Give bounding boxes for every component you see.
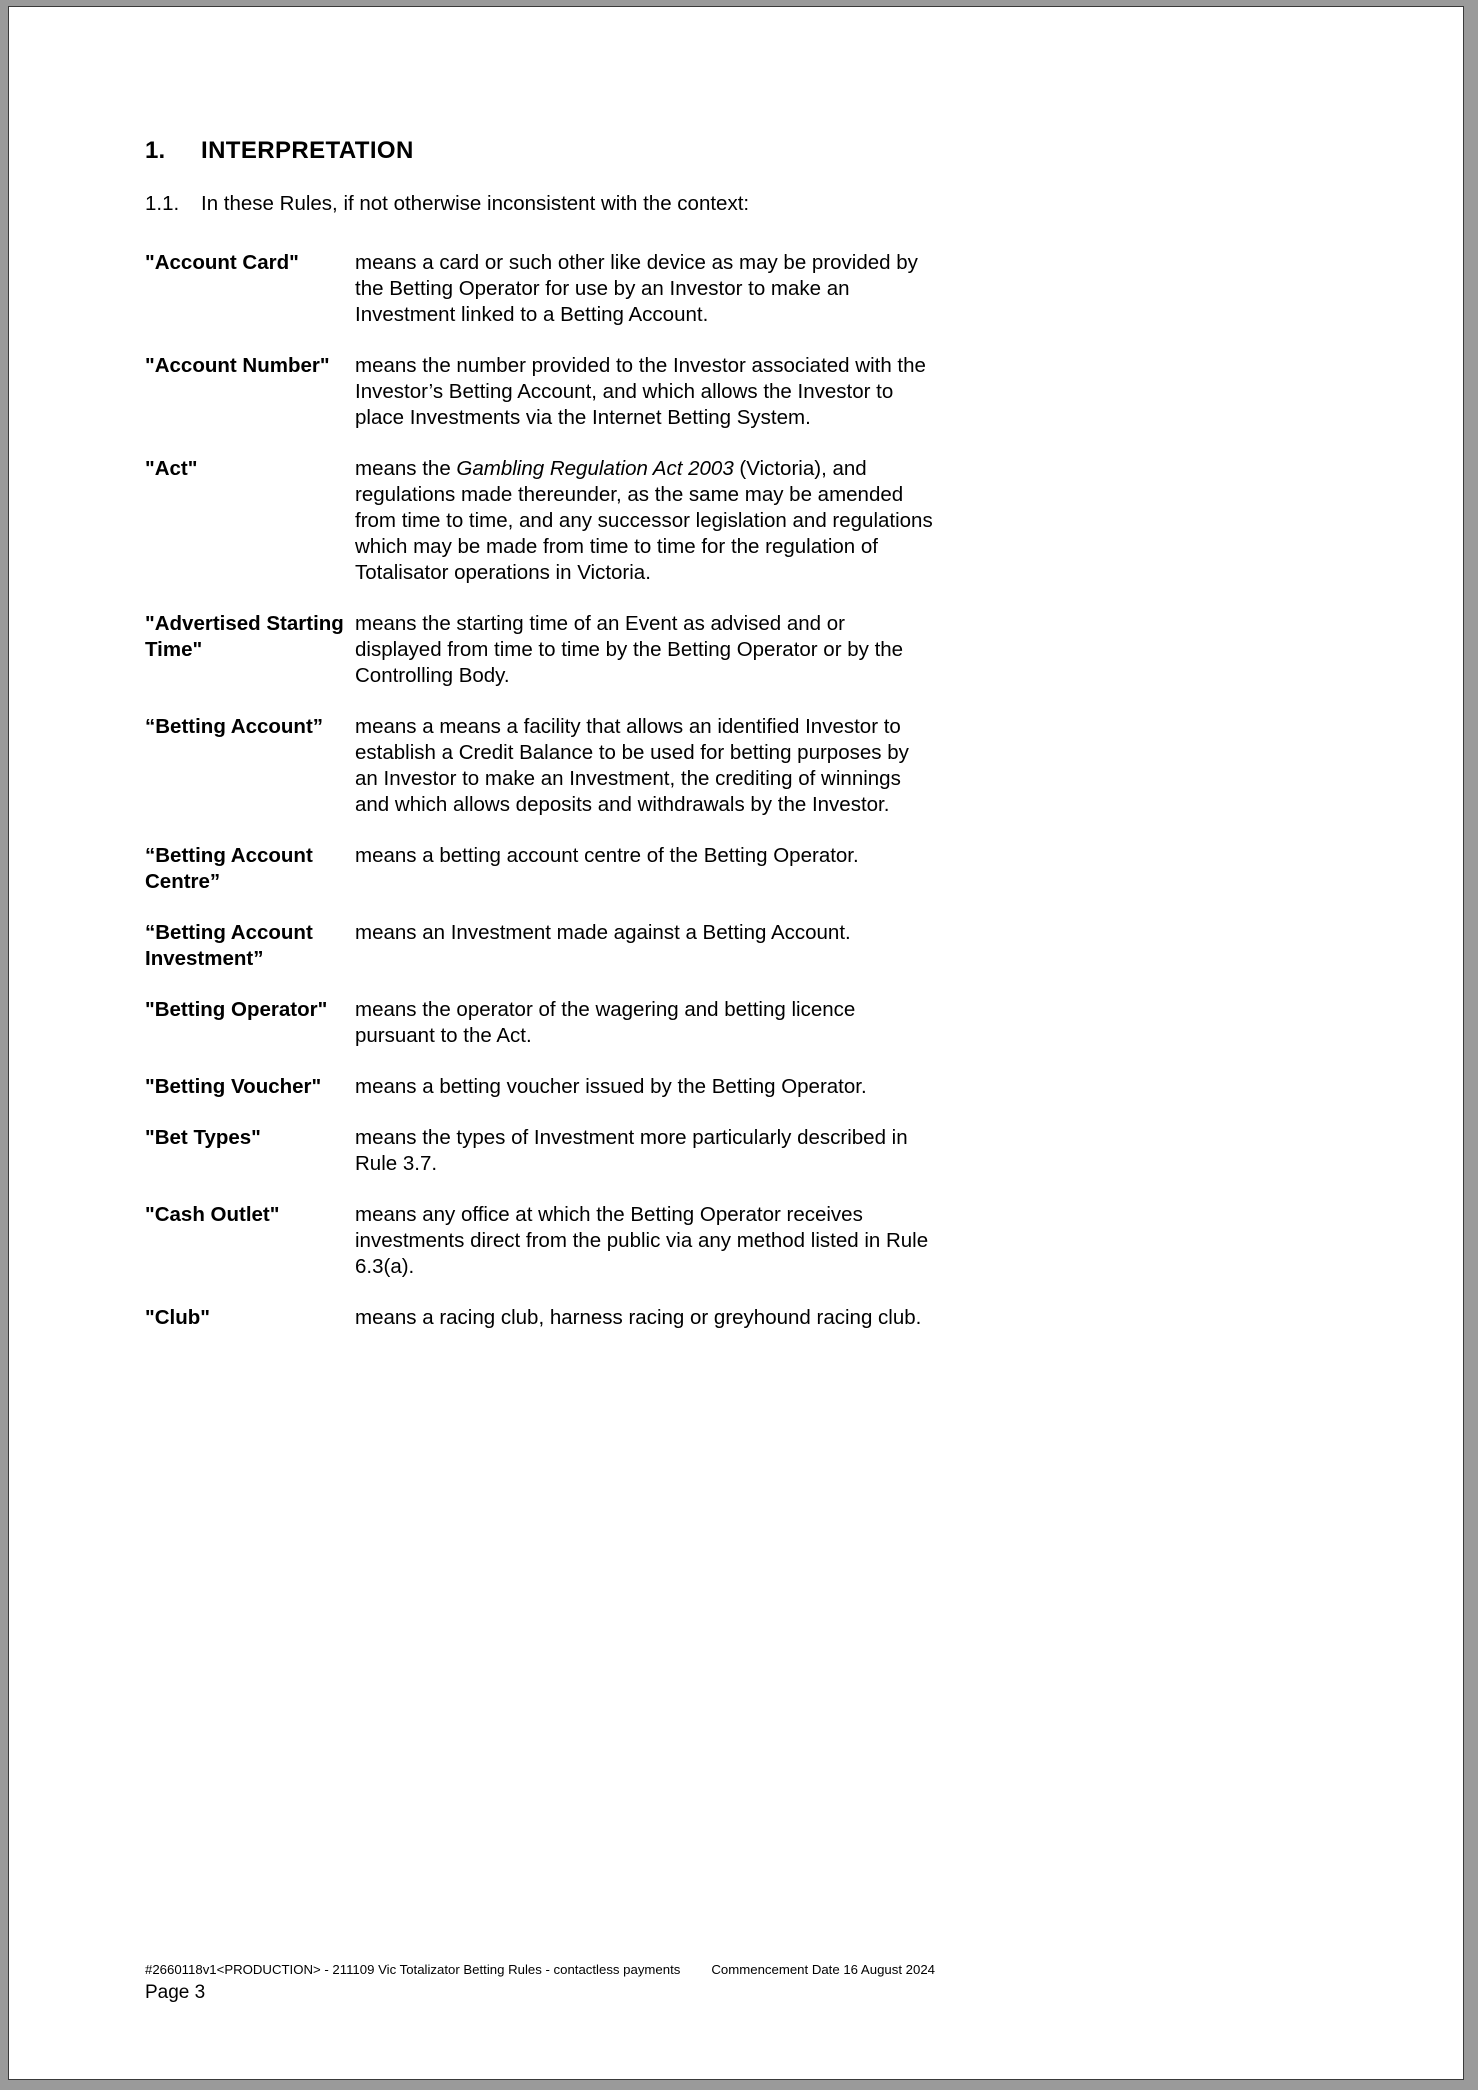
definition-row — [145, 1305, 935, 1331]
definition-term: "Account Card" — [145, 251, 299, 274]
definition-term: "Bet Types" — [145, 1126, 261, 1149]
document-page — [8, 6, 1464, 2080]
page-content-area — [9, 7, 1109, 2079]
definition-text: means the starting time of an Event as advised and or displayed from time to time by the Betting Operator or by the Controlling Body. — [355, 612, 904, 687]
footer-top-line — [145, 1962, 935, 1977]
definition-row — [145, 997, 935, 1049]
definition-row — [145, 714, 935, 818]
definition-text: means the types of Investment more particularly described in Rule 3.7. — [355, 1126, 908, 1175]
definition-text: means the number provided to the Investor associated with the Investor’s Betting Account, and which allows the Investor to place Investments via the Internet Betting System. — [355, 354, 926, 429]
definition-text: means an Investment made against a Betting Account. — [355, 921, 851, 944]
definition-term: “Betting Account” — [145, 715, 324, 738]
definition-text: means any office at which the Betting Operator receives investments direct from the public via any method listed in Rule 6.3(a). — [355, 1203, 929, 1278]
definition-term: "Betting Voucher" — [145, 1075, 322, 1098]
clause-intro — [145, 192, 749, 216]
footer-document-reference: #2660118v1<PRODUCTION> - 211109 Vic Totalizator Betting Rules - contactless payments — [145, 1962, 681, 1977]
definition-text: means a betting account centre of the Betting Operator. — [355, 844, 859, 867]
definition-text: means a card or such other like device as may be provided by the Betting Operator for use by an Investor to make an Investment linked to a Betting Account. — [355, 251, 918, 326]
definition-row — [145, 1202, 935, 1280]
definition-list — [145, 250, 935, 1356]
definition-term: “Betting Account Centre” — [145, 844, 313, 893]
definition-row — [145, 1074, 935, 1100]
definition-text-post: (Victoria), and regulations made thereunder, as the same may be amended from time to time, and any successor legislation and regulations which may be made from time to time for the regulation of Totalisator operations in Victoria. — [355, 457, 933, 584]
footer-commencement-date: Commencement Date 16 August 2024 — [711, 1962, 935, 1977]
definition-term: “Betting Account Investment” — [145, 921, 313, 970]
definition-text-pre: means the — [355, 457, 457, 480]
definition-text: means a means a facility that allows an identified Investor to establish a Credit Balance to be used for betting purposes by an Investor to make an Investment, the crediting of winnings and which allows deposits and withdrawals by the Investor. — [355, 715, 909, 816]
definition-row — [145, 353, 935, 431]
definition-row — [145, 1125, 935, 1177]
definition-row — [145, 456, 935, 586]
definition-row — [145, 843, 935, 895]
definition-row — [145, 920, 935, 972]
definition-term: "Club" — [145, 1306, 210, 1329]
definition-text: means the operator of the wagering and betting licence pursuant to the Act. — [355, 998, 856, 1047]
footer-page-number: Page 3 — [145, 1982, 206, 2003]
page-title: INTERPRETATION — [201, 137, 414, 164]
section-number: 1. — [145, 137, 166, 164]
definition-term: "Account Number" — [145, 354, 330, 377]
definition-term: "Cash Outlet" — [145, 1203, 280, 1226]
section-heading — [145, 137, 414, 165]
definition-term: "Act" — [145, 457, 198, 480]
definition-row — [145, 250, 935, 328]
definition-act-title: Gambling Regulation Act 2003 — [456, 457, 734, 480]
definition-term: "Advertised Starting Time" — [145, 612, 344, 661]
definition-term: "Betting Operator" — [145, 998, 328, 1021]
definition-text: means a racing club, harness racing or greyhound racing club. — [355, 1306, 922, 1329]
page-footer — [145, 1962, 935, 2004]
definition-text: means a betting voucher issued by the Betting Operator. — [355, 1075, 867, 1098]
definition-text — [355, 456, 935, 586]
clause-text: In these Rules, if not otherwise inconsistent with the context: — [201, 192, 750, 215]
clause-number: 1.1. — [145, 192, 180, 215]
definition-row — [145, 611, 935, 689]
